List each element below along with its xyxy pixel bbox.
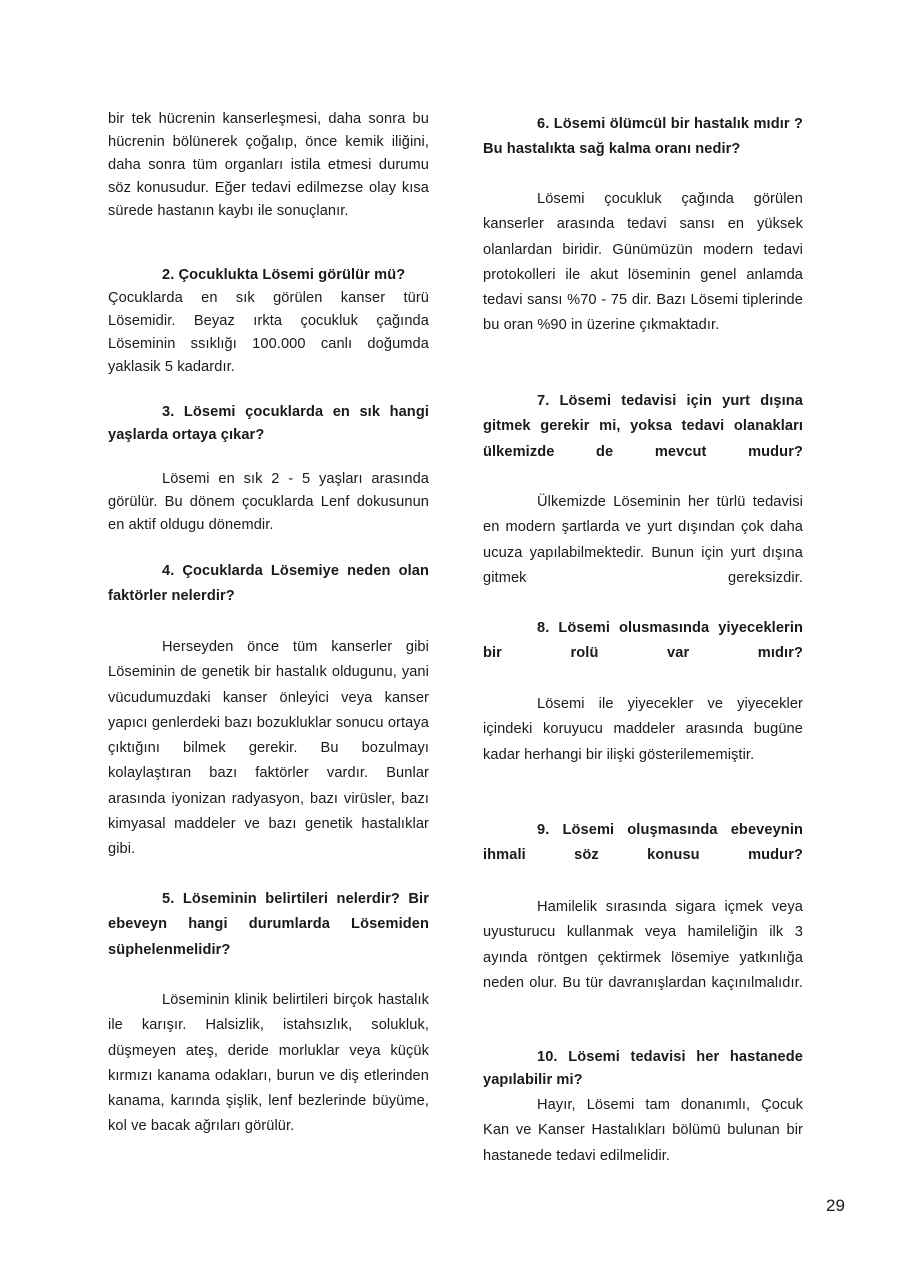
intro-paragraph: bir tek hücrenin kanserleşmesi, daha sonra bu hücrenin bölünerek çoğalıp, önce kemik iliğini, daha sonra tüm organları istila etmesi durumu söz konusudur. Eğer tedavi edilmezse olay kısa sürede hastanın kaybı ile sonuçlanır. [108,111,429,219]
answer-6-paragraph: Lösemi çocukluk çağında görülen kanserler arasında tedavi sansı en yüksek olanlardan biridir. Günümüzün modern tedavi protokolleri ile akut löseminin genel anlamda tedavi sansı %70 - 75 dir. Bazı Lösemi tiplerinde bu oran %90 in üzerine çıkmaktadır. [483,191,803,334]
question-2-heading: 2. Çocuklukta Lösemi görülür mü? [162,267,406,283]
answer-8-paragraph: Lösemi ile yiyecekler ve yiyecekler içindeki koruyucu maddeler arasında bugüne kadar herhangi bir ilişki gösterilememiştir. [483,696,803,763]
question-9-heading: 9. Lösemi oluşmasında ebeveynin ihmali söz konusu mudur? [483,822,803,864]
answer-5-paragraph: Löseminin klinik belirtileri birçok hastalık ile karışır. Halsizlik, istahsızlık, solukluk, düşmeyen ateş, deride morluklar veya küçük kırmızı kanama odakları, burun ve diş etlerinden kanama, karında şişlik, lenf bezlerinde büyüme, kol ve bacak ağrıları görülür. [108,992,429,1135]
question-7-heading: 7. Lösemi tedavisi için yurt dışına gitmek gerekir mi, yoksa tedavi olanakları ülkemizde de mevcut mudur? [483,393,803,460]
question-6-heading: 6. Lösemi ölümcül bir hastalık mıdır ? Bu hastalıkta sağ kalma oranı nedir? [483,116,803,158]
answer-7-paragraph: Ülkemizde Löseminin her türlü tedavisi en modern şartlarda ve yurt dışından çok daha ucuza yapılabilmektedir. Bunun için yurt dışına gitmek gereksizdir. [483,494,803,586]
answer-9-paragraph: Hamilelik sırasında sigara içmek veya uyusturucu kullanmak veya hamileliğin ilk 3 ayında röntgen çektirmek lösemiye yatkınlığa neden olur. Bu tür davranışlardan kaçınılmalıdır. [483,899,803,991]
page-number: 29 [826,1196,845,1215]
answer-10-paragraph: Hayır, Lösemi tam donanımlı, Çocuk Kan ve Kanser Hastalıkları bölümü bulunan bir hastanede tedavi edilmelidir. [483,1097,803,1164]
answer-2-paragraph: Çocuklarda en sık görülen kanser türü Lösemidir. Beyaz ırkta çocukluk çağında Löseminin ssıklığı 100.000 canlı doğumda yaklasik 5 kadardır. [108,290,429,375]
question-4-heading: 4. Çocuklarda Lösemiye neden olan faktörler nelerdir? [108,563,429,605]
answer-3-paragraph: Lösemi en sık 2 - 5 yaşları arasında görülür. Bu dönem çocuklarda Lenf dokusunun en aktif oldugu dönemdir. [108,471,429,533]
question-10-heading: 10. Lösemi tedavisi her hastanede yapılabilir mi? [483,1049,803,1088]
question-5-heading: 5. Löseminin belirtileri nelerdir? Bir ebeveyn hangi durumlarda Lösemiden süphelenmelidir? [108,891,429,958]
answer-4-paragraph: Herseyden önce tüm kanserler gibi Löseminin de genetik bir hastalık oldugunu, yani vücudumuzdaki kanser önleyici veya kanser yapıcı genlerdeki bazı bozukluklar sonucu ortaya çıktığını bilmek gerekir. Bu bozulmayı kolaylaştıran bazı faktörler vardır. Bunlar arasında iyonizan radyasyon, bazı virüsler, bazı kimyasal maddeler ve bazı genetik hastalıklar gibi. [108,639,429,858]
question-3-heading: 3. Lösemi çocuklarda en sık hangi yaşlarda ortaya çıkar? [108,404,429,443]
question-8-heading: 8. Lösemi olusmasında yiyeceklerin bir rolü var mıdır? [483,620,803,662]
